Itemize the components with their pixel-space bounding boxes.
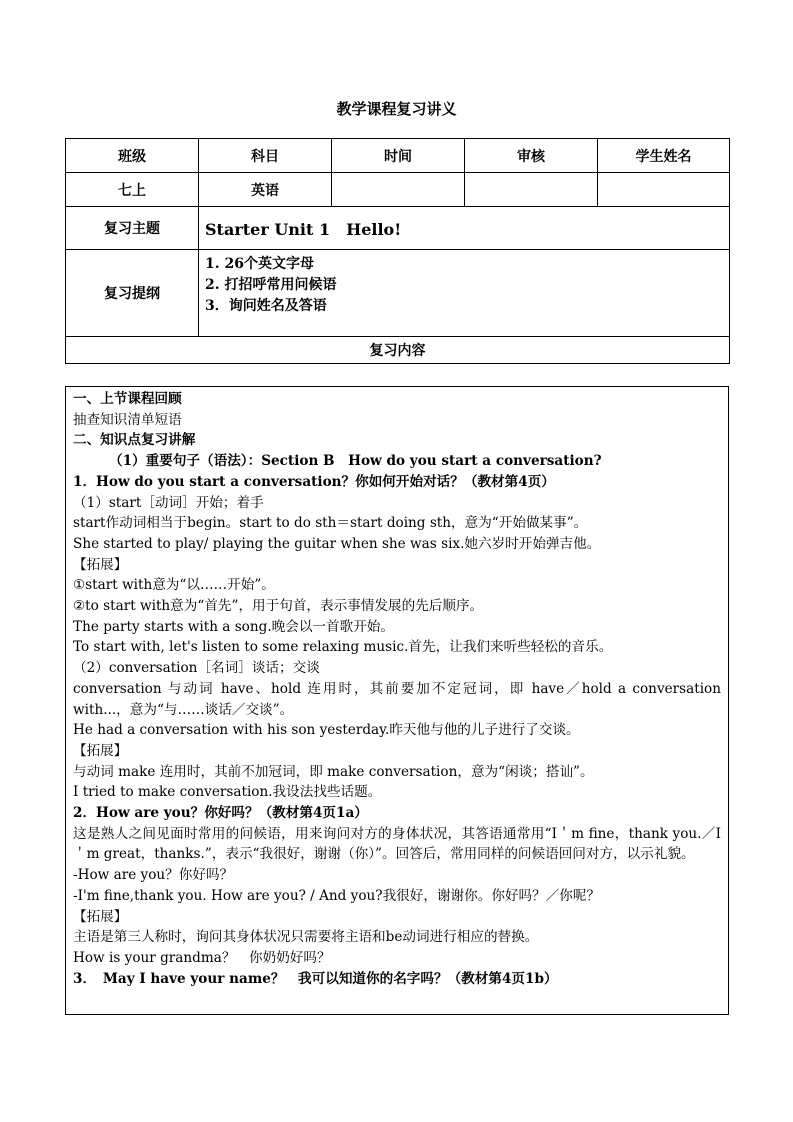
- content-line: 【拓展】: [73, 908, 128, 925]
- content-label: 复习内容: [66, 337, 730, 364]
- document-title: 教学课程复习讲义: [336, 100, 457, 118]
- cell-student-name: [598, 173, 730, 207]
- content-label-row: [66, 337, 730, 364]
- content-line: 1．How do you start a conversation？你如何开始对话？（教材第4页）: [73, 473, 555, 490]
- content-line: （1）重要句子（语法）：Section B How do you start a conversation?: [109, 453, 602, 470]
- topic-label: 复习主题: [66, 207, 199, 250]
- content-line: （2）conversation［名词］谈话；交谈: [73, 660, 320, 677]
- header-table: [65, 138, 730, 364]
- content-line: （1）start［动词］开始；着手: [73, 494, 264, 511]
- content-line: 一、上节课程回顾: [73, 391, 182, 407]
- content-line: conversation 与动词 have、hold 连用时，其前要加不定冠词，即 have／hold a conversation with...，意为“与……谈话／交谈”。: [73, 680, 721, 718]
- content-line: ①start with意为“以……开始”。: [73, 577, 275, 594]
- cell-subject: 英语: [199, 173, 332, 207]
- content-line: 与动词 make 连用时，其前不加冠词，即 make conversation，意为“闲谈；搭讪”。: [73, 763, 594, 780]
- col-header-review: 审核: [465, 139, 598, 173]
- content-line: ②to start with意为“首先”，用于句首，表示事情发展的先后顺序。: [73, 598, 484, 615]
- content-line: 2．How are you？你好吗？（教材第4页1a）: [73, 805, 368, 822]
- cell-review: [465, 173, 598, 207]
- content-line: start作动词相当于begin。start to do sth＝start doing sth，意为“开始做某事”。: [73, 515, 588, 532]
- col-header-student-name: 学生姓名: [598, 139, 730, 173]
- content-line: The party starts with a song.晚会以一首歌开始。: [73, 618, 394, 635]
- content-line: -How are you？你好吗？: [73, 867, 234, 884]
- review-content-box: [65, 386, 729, 1015]
- outline-item: 2. 打招呼常用问候语: [205, 277, 337, 293]
- col-header-subject: 科目: [199, 139, 332, 173]
- outline-label: 复习提纲: [66, 250, 199, 337]
- header-row: [66, 139, 730, 173]
- cell-class: 七上: [66, 173, 199, 207]
- content-line: How is your grandma？ 你奶奶好吗？: [73, 949, 331, 966]
- content-line: I tried to make conversation.我设法找些话题。: [73, 784, 382, 801]
- topic-value: Starter Unit 1 Hello!: [199, 207, 730, 250]
- value-row: [66, 173, 730, 207]
- content-line: 【拓展】: [73, 556, 128, 573]
- outline-list: [199, 250, 730, 337]
- content-line: -I'm fine,thank you. How are you? / And you?我很好，谢谢你。你好吗？／你呢？: [73, 887, 601, 904]
- outline-item: 3．询问姓名及答语: [205, 298, 327, 314]
- col-header-time: 时间: [332, 139, 465, 173]
- content-line: To start with, let's listen to some relaxing music.首先，让我们来听些轻松的音乐。: [73, 639, 613, 656]
- col-header-class: 班级: [66, 139, 199, 173]
- cell-time: [332, 173, 465, 207]
- content-line: 二、知识点复习讲解: [73, 432, 196, 449]
- content-line: 3． May I have your name？ 我可以知道你的名字吗？（教材第4页1b）: [73, 970, 558, 987]
- content-line: 抽查知识清单短语: [73, 411, 182, 428]
- content-line: 主语是第三人称时，询问其身体状况只需要将主语和be动词进行相应的替换。: [73, 929, 539, 946]
- outline-row: [66, 250, 730, 337]
- content-line: 这是熟人之间见面时常用的问候语，用来询问对方的身体状况，其答语通常用“I＇m fine，thank you.／I＇m great，thanks.”，表示“我很好，谢谢（你）”。回答后，常用同样的问候语回问对方，以示礼貌。: [73, 825, 721, 863]
- content-line: He had a conversation with his son yesterday.昨天他与他的儿子进行了交谈。: [73, 722, 580, 739]
- content-line: 【拓展】: [73, 742, 128, 759]
- content-line: She started to play/ playing the guitar when she was six.她六岁时开始弹吉他。: [73, 535, 601, 552]
- topic-row: [66, 207, 730, 250]
- outline-item: 1. 26个英文字母: [205, 256, 314, 272]
